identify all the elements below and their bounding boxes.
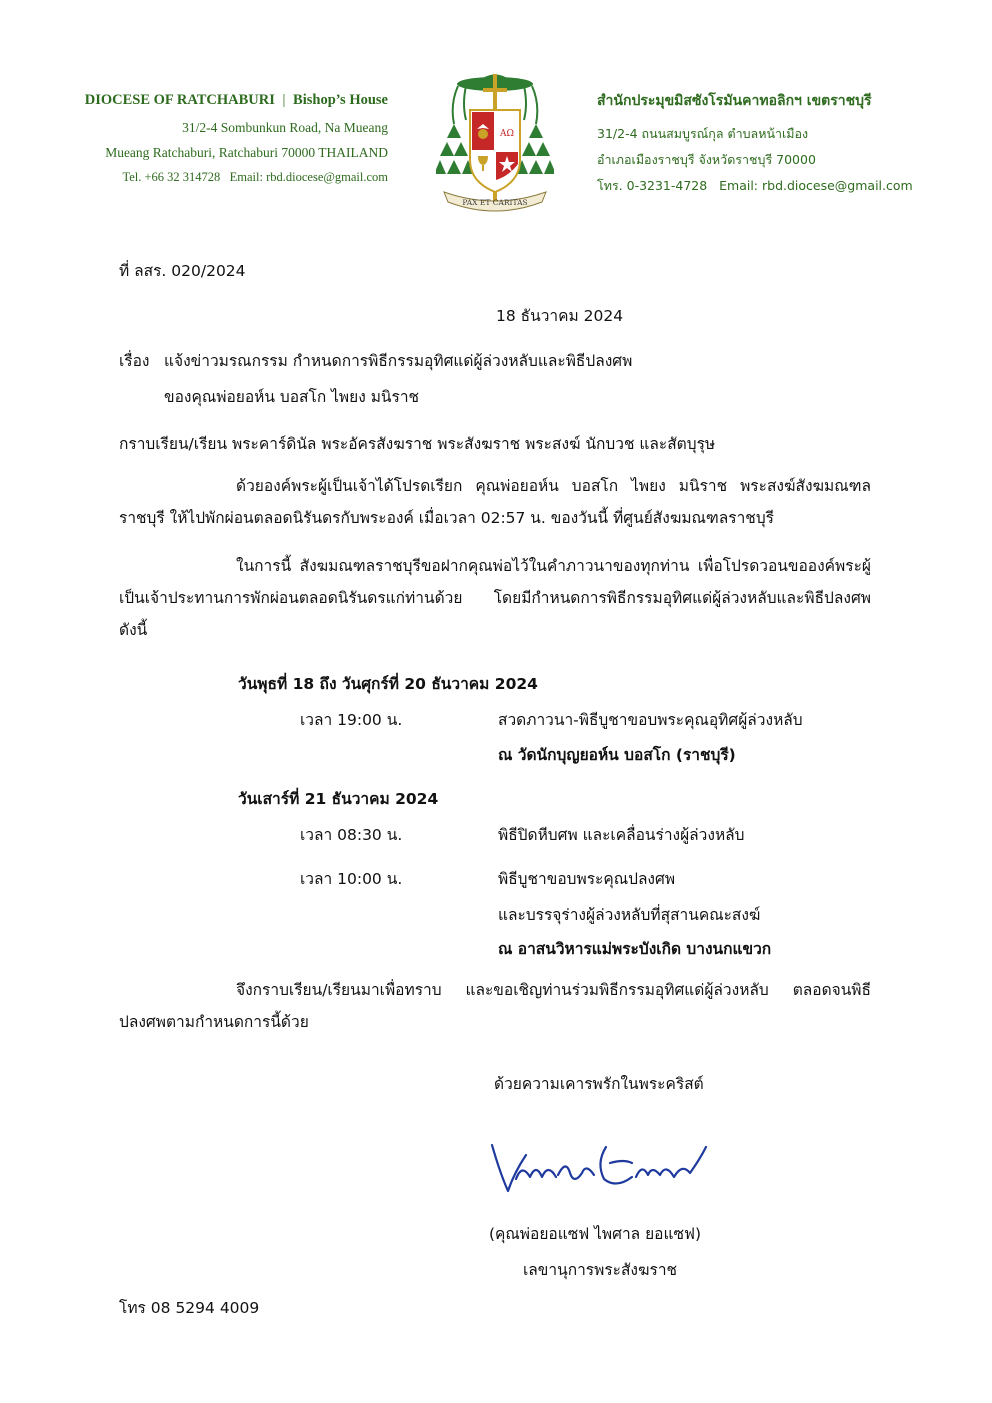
day-2-venue: ณ อาสนวิหารแม่พระบังเกิด บางนกแขวก <box>498 940 772 958</box>
paragraph-3: จึงกราบเรียน/เรียนมาเพื่อทราบ และขอเชิญท่านร่วมพิธีกรรมอุทิศแด่ผู้ล่วงหลับ ตลอดจนพิธีปลงศพตามกำหนดการนี้ด้วย <box>119 981 871 1031</box>
header-separator: | <box>282 92 286 108</box>
svg-text:ΑΩ: ΑΩ <box>500 129 514 139</box>
closing: ด้วยความเคารพรักในพระคริสต์ <box>494 1075 704 1093</box>
day-2-event-2a: พิธีบูชาขอบพระคุณปลงศพ <box>498 870 676 888</box>
svg-text:PAX ET CARITAS: PAX ET CARITAS <box>462 198 528 207</box>
unit-name-en: Bishop’s House <box>293 92 388 108</box>
letterhead-en <box>85 92 388 190</box>
day-2-time-2: เวลา 10:00 น. <box>300 870 403 888</box>
subject-label: เรื่อง <box>119 352 150 370</box>
day-2-event-2b: และบรรจุร่างผู้ล่วงหลับที่สุสานคณะสงฆ์ <box>498 906 761 924</box>
day-1-event-1: สวดภาวนา-พิธีบูชาขอบพระคุณอุทิศผู้ล่วงหลับ <box>498 711 803 729</box>
letterhead-th <box>597 90 913 199</box>
schedule-day-1: วันพุธที่ 18 ถึง วันศุกร์ที่ 20 ธันวาคม 2024 <box>238 675 538 693</box>
address-line-1-th: 31/2-4 ถนนสมบูรณ์กุล ตำบลหน้าเมือง <box>597 126 809 141</box>
diocese-name-en <box>85 92 388 109</box>
signer-title: เลขานุการพระสังฆราช <box>523 1261 678 1279</box>
diocese-crest-logo <box>436 64 554 216</box>
signer-name: (คุณพ่อยอแซฟ ไพศาล ยอแซฟ) <box>489 1225 702 1243</box>
subject-line-2: ของคุณพ่อยอห์น บอสโก ไพยง มนิราช <box>164 388 420 406</box>
diocese-name-th: สำนักประมุขมิสซังโรมันคาทอลิกฯ เขตราชบุรี <box>597 93 872 109</box>
contact-line-en: Tel. +66 32 314728 Email: rbd.diocese@gmail.com <box>122 170 388 184</box>
day-1-time-1: เวลา 19:00 น. <box>300 711 403 729</box>
org-name-en: DIOCESE OF RATCHABURI <box>84 92 275 108</box>
subject-line-1: แจ้งข่าวมรณกรรม กำหนดการพิธีกรรมอุทิศแด่ผู้ล่วงหลับและพิธีปลงศพ <box>164 352 633 370</box>
day-2-time-1: เวลา 08:30 น. <box>300 826 403 844</box>
schedule-day-2: วันเสาร์ที่ 21 ธันวาคม 2024 <box>238 790 439 808</box>
salutation: กราบเรียน/เรียน พระคาร์ดินัล พระอัครสังฆราช พระสังฆราช พระสงฆ์ นักบวช และสัตบุรุษ <box>119 435 716 453</box>
day-2-event-1: พิธีปิดหีบศพ และเคลื่อนร่างผู้ล่วงหลับ <box>498 826 745 844</box>
paragraph-1: ด้วยองค์พระผู้เป็นเจ้าได้โปรดเรียก คุณพ่อยอห์น บอสโก ไพยง มนิราช พระสงฆ์สังฆมณฑลราชบุรี ให้ไปพักผ่อนตลอดนิรันดรกับพระองค์ เมื่อเวลา 02:57 น. ของวันนี้ ที่ศูนย์สังฆมณฑลราชบุรี <box>119 477 871 527</box>
reference-number: ที่ ลสร. 020/2024 <box>119 262 246 280</box>
letter-date: 18 ธันวาคม 2024 <box>496 307 624 325</box>
address-line-2-en: Mueang Ratchaburi, Ratchaburi 70000 THAILAND <box>105 145 388 160</box>
address-line-2-th: อำเภอเมืองราชบุรี จังหวัดราชบุรี 70000 <box>597 152 816 167</box>
contact-line-th: โทร. 0-3231-4728 Email: rbd.diocese@gmail.com <box>597 178 913 193</box>
paragraph-2: ในการนี้ สังฆมณฑลราชบุรีขอฝากคุณพ่อไว้ในคำภาวนาของทุกท่าน เพื่อโปรดวอนขอองค์พระผู้เป็นเจ้าประทานการพักผ่อนตลอดนิรันดรแก่ท่านด้วย โดยมีกำหนดการพิธีกรรมอุทิศแด่ผู้ล่วงหลับและพิธีปลงศพ ดังนี้ <box>119 557 871 639</box>
handwritten-signature <box>486 1133 722 1203</box>
address-line-1-en: 31/2-4 Sombunkun Road, Na Mueang <box>182 120 388 135</box>
day-1-venue: ณ วัดนักบุญยอห์น บอสโก (ราชบุรี) <box>498 746 736 764</box>
contact-phone: โทร 08 5294 4009 <box>119 1299 260 1317</box>
